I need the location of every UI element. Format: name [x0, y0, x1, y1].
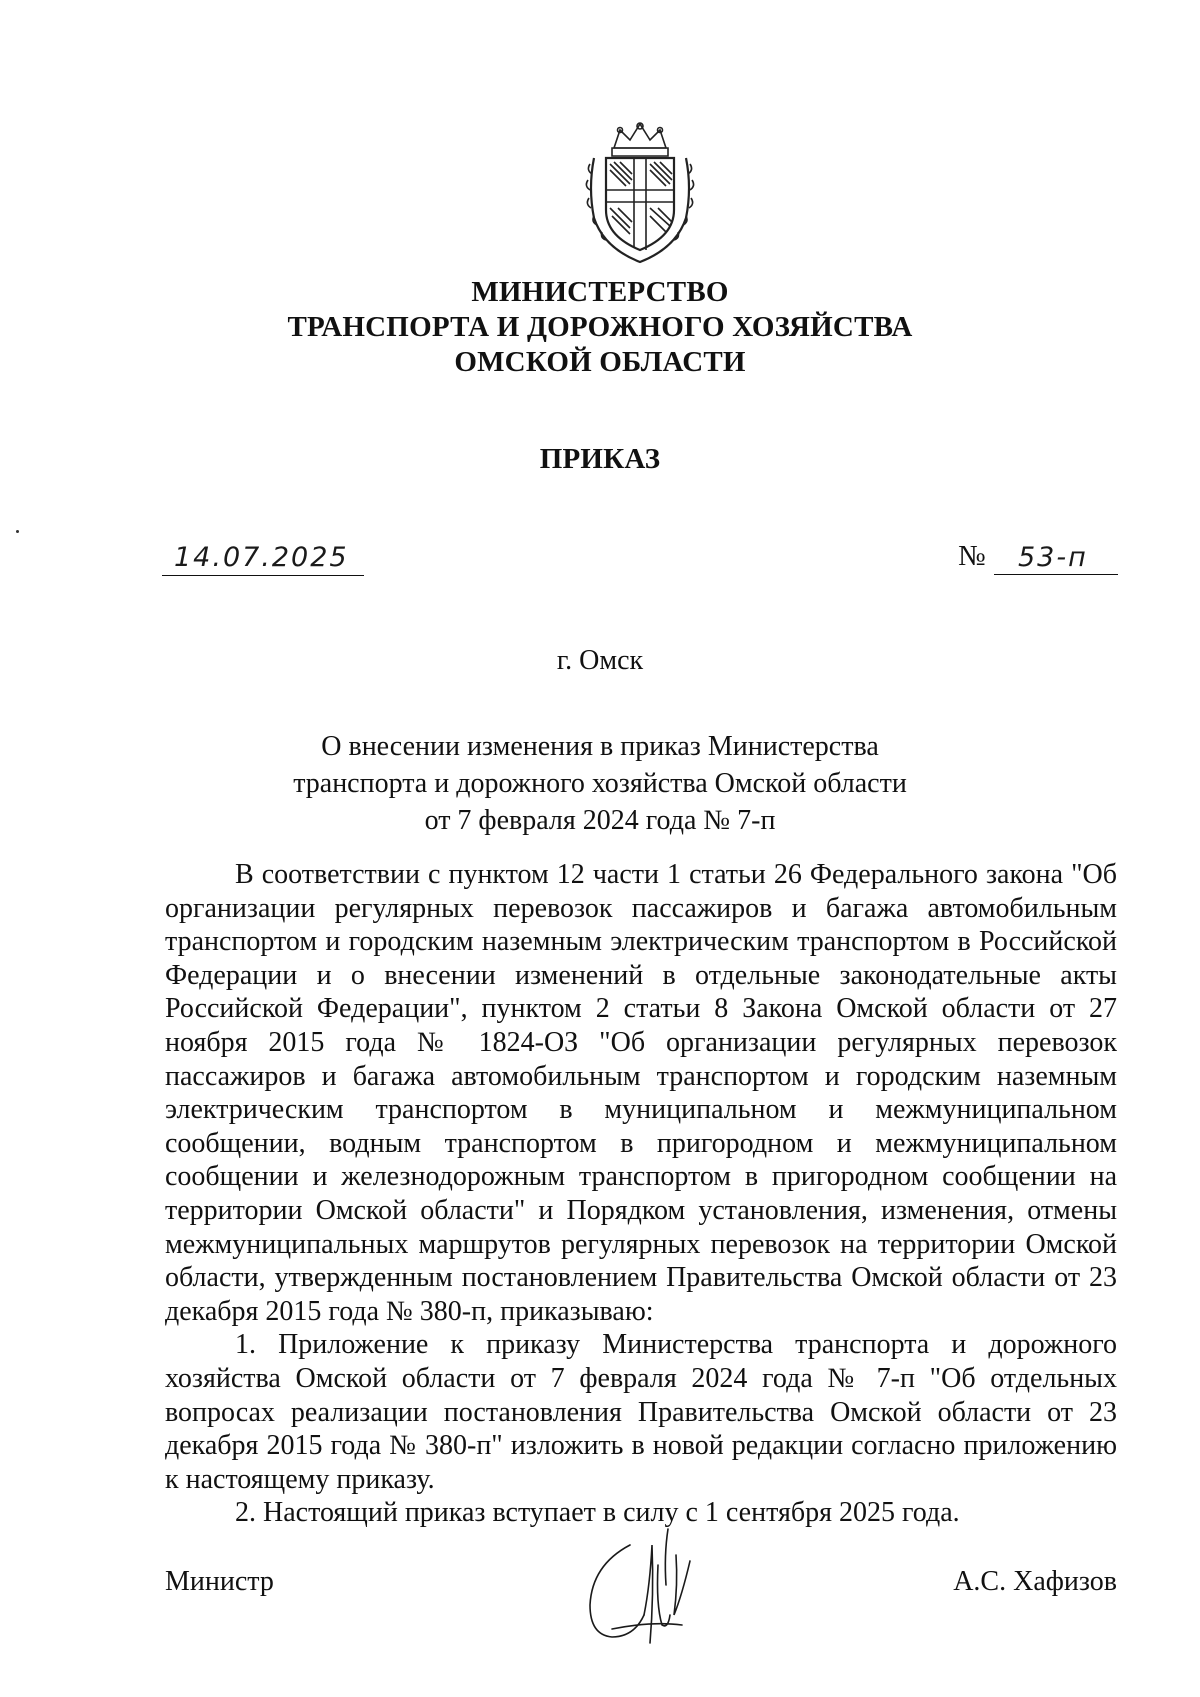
ministry-name	[0, 275, 1200, 380]
ministry-line-3: ОМСКОЙ ОБЛАСТИ	[454, 346, 746, 378]
signature-block	[165, 1566, 1117, 1606]
coat-of-arms-emblem	[584, 118, 696, 266]
handwritten-date: 14.07.2025	[174, 542, 349, 573]
number-underline	[994, 574, 1118, 575]
subject-line-2: транспорта и дорожного хозяйства Омской области	[293, 768, 907, 799]
order-subject	[0, 728, 1200, 839]
scan-speck	[16, 530, 19, 533]
order-body	[165, 858, 1117, 1530]
order-item-2: 2. Настоящий приказ вступает в силу с 1 сентября 2025 года.	[235, 1497, 960, 1529]
date-field	[162, 535, 364, 576]
signatory-title: Министр	[165, 1566, 274, 1597]
subject-line-3: от 7 февраля 2024 года № 7-п	[424, 805, 776, 836]
ministry-line-2: ТРАНСПОРТА И ДОРОЖНОГО ХОЗЯЙСТВА	[287, 311, 913, 343]
ministry-line-1: МИНИСТЕРСТВО	[471, 276, 729, 308]
handwritten-number: 53-п	[1018, 542, 1088, 573]
order-item-1: 1. Приложение к приказу Министерства транспорта и дорожного хозяйства Омской области от 7 февраля 2024 года № 7-п "Об отдельных вопросах реализации постановления Правительства Омской области от 23 декабря 2015 года № 380-п" изложить в новой редакции согласно приложению к настоящему приказу.	[165, 1329, 1117, 1495]
city: г. Омск	[556, 645, 644, 676]
document-type: ПРИКАЗ	[539, 443, 661, 475]
preamble-paragraph: В соответствии с пунктом 12 части 1 статьи 26 Федерального закона "Об организации регулярных перевозок пассажиров и багажа автомобильным транспортом и городским наземным электрическим транспортом в Российской Федерации и о внесении изменений в отдельные законодательные акты Российской Федерации", пунктом 2 статьи 8 Закона Омской области от 27 ноября 2015 года № 1824-ОЗ "Об организации регулярных перевозок пассажиров и багажа автомобильным транспортом и городским наземным электрическим транспортом в муниципальном и межмуниципальном сообщении, водным транспортом в пригородном и межмуниципальном сообщении и железнодорожным транспортом в пригородном сообщении на территории Омской области" и Порядком установления, изменения, отмены межмуниципальных маршрутов регулярных перевозок на территории Омской области, утвержденным постановлением Правительства Омской области от 23 декабря 2015 года № 380-п, приказываю:	[165, 859, 1117, 1327]
subject-line-1: О внесении изменения в приказ Министерства	[321, 731, 879, 762]
signatory-name: А.С. Хафизов	[953, 1566, 1117, 1597]
number-sign: №	[958, 540, 986, 572]
number-field	[958, 535, 1118, 575]
